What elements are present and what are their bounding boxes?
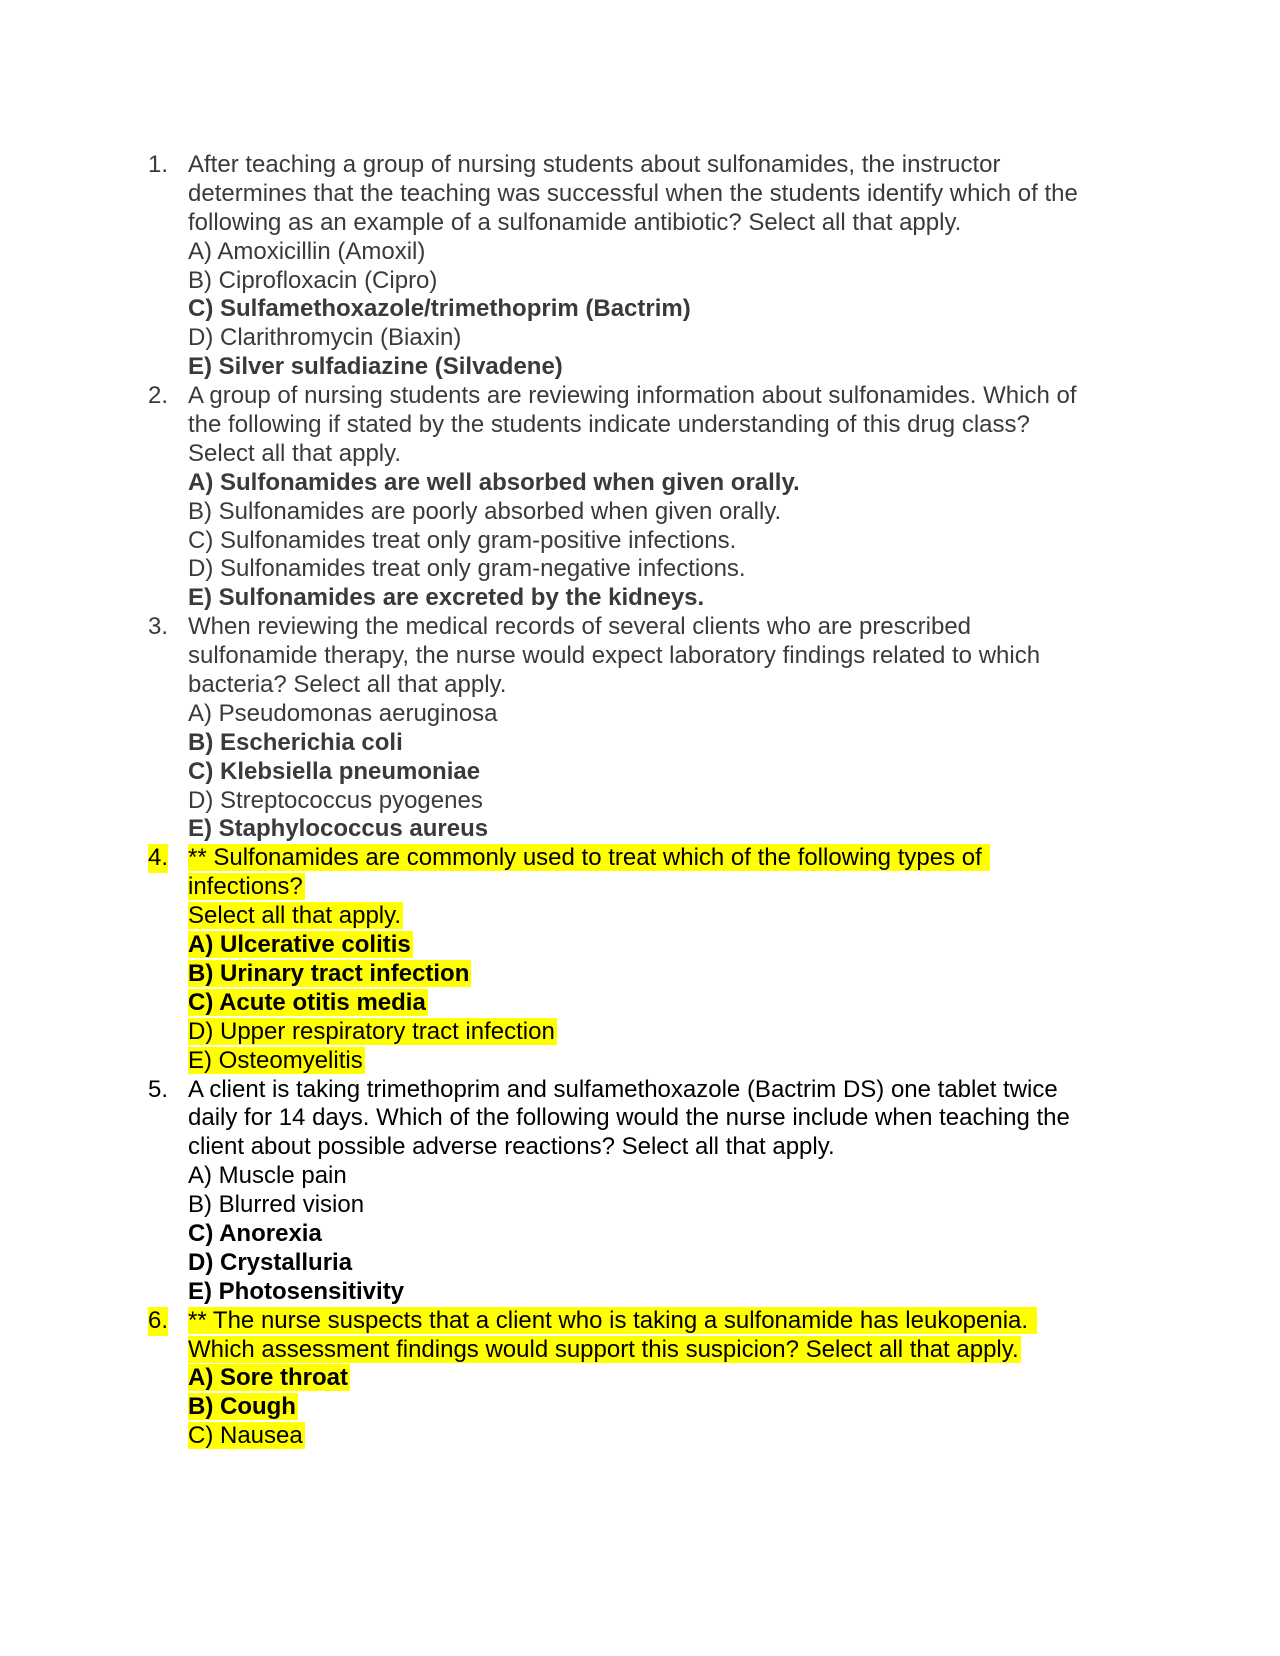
question-3 — [148, 613, 1128, 844]
question-stem-text: Which assessment findings would support this suspicion? Select all that apply. — [188, 1335, 1019, 1363]
question-5 — [148, 1076, 1128, 1307]
answer-option-text: A) Sulfonamides are well absorbed when given orally. — [188, 468, 800, 496]
answer-option — [148, 1422, 1128, 1451]
answer-option-text: B) Cough — [188, 1393, 296, 1421]
answer-option-correct — [148, 1278, 1128, 1307]
answer-option — [148, 527, 1128, 556]
answer-option — [148, 267, 1128, 296]
answer-option — [148, 1162, 1128, 1191]
question-stem-line — [148, 873, 1128, 902]
answer-option-correct — [148, 758, 1128, 787]
answer-option-correct — [148, 469, 1128, 498]
question-stem-text: A group of nursing students are reviewing information about sulfonamides. Which of — [188, 382, 1077, 410]
question-stem-line — [148, 902, 1128, 931]
question-number: 4. — [148, 844, 169, 872]
question-stem-line — [148, 1307, 1128, 1336]
question-stem-text: client about possible adverse reactions? Select all that apply. — [188, 1133, 835, 1161]
answer-option-text: B) Urinary tract infection — [188, 959, 470, 987]
question-stem-line — [148, 844, 1128, 873]
answer-option-text: B) Ciprofloxacin (Cipro) — [188, 266, 438, 294]
question-stem-line — [148, 1076, 1128, 1105]
question-number: 2. — [148, 382, 169, 410]
question-stem-line — [148, 1133, 1128, 1162]
question-stem-text: the following if stated by the students indicate understanding of this drug class? — [188, 411, 1030, 439]
answer-option-text: B) Sulfonamides are poorly absorbed when given orally. — [188, 497, 782, 525]
question-list — [148, 151, 1128, 1451]
question-stem-line — [148, 642, 1128, 671]
question-stem-line — [148, 180, 1128, 209]
question-stem-text: daily for 14 days. Which of the following would the nurse include when teaching the — [188, 1104, 1070, 1132]
question-stem-line — [148, 151, 1128, 180]
answer-option-correct — [148, 960, 1128, 989]
question-4 — [148, 844, 1128, 1075]
answer-option-text: A) Muscle pain — [188, 1162, 347, 1190]
answer-option-correct — [148, 1249, 1128, 1278]
answer-option-text: E) Silver sulfadiazine (Silvadene) — [188, 353, 563, 381]
answer-option-text: D) Streptococcus pyogenes — [188, 786, 483, 814]
answer-option-text: E) Osteomyelitis — [188, 1046, 363, 1074]
question-stem-text: A client is taking trimethoprim and sulfamethoxazole (Bactrim DS) one tablet twice — [188, 1075, 1058, 1103]
answer-option-text: A) Pseudomonas aeruginosa — [188, 699, 498, 727]
question-stem-line — [148, 382, 1128, 411]
answer-option-text: D) Clarithromycin (Biaxin) — [188, 324, 462, 352]
question-stem-text: ** Sulfonamides are commonly used to treat which of the following types of — [188, 844, 989, 872]
question-stem-line — [148, 613, 1128, 642]
answer-option — [148, 555, 1128, 584]
answer-option-correct — [148, 729, 1128, 758]
answer-option-correct — [148, 584, 1128, 613]
question-stem-text: determines that the teaching was successful when the students identify which of the — [188, 179, 1078, 207]
answer-option-correct — [148, 1393, 1128, 1422]
answer-option — [148, 1047, 1128, 1076]
question-stem-line — [148, 440, 1128, 469]
question-stem-text: ** The nurse suspects that a client who is taking a sulfonamide has leukopenia. — [188, 1306, 1035, 1334]
question-stem-line — [148, 1336, 1128, 1365]
answer-option-text: E) Staphylococcus aureus — [188, 815, 489, 843]
answer-option-text: D) Upper respiratory tract infection — [188, 1017, 555, 1045]
answer-option-text: A) Amoxicillin (Amoxil) — [188, 237, 426, 265]
answer-option — [148, 1018, 1128, 1047]
answer-option-text: C) Sulfamethoxazole/trimethoprim (Bactrim) — [188, 295, 691, 323]
question-number: 6. — [148, 1306, 169, 1334]
question-stem-line — [148, 671, 1128, 700]
question-stem-line — [148, 411, 1128, 440]
answer-option — [148, 324, 1128, 353]
question-stem-text: sulfonamide therapy, the nurse would expect laboratory findings related to which — [188, 642, 1041, 670]
question-stem-line — [148, 1104, 1128, 1133]
answer-option-text: A) Ulcerative colitis — [188, 931, 411, 959]
question-stem-text: following as an example of a sulfonamide antibiotic? Select all that apply. — [188, 208, 962, 236]
answer-option — [148, 1191, 1128, 1220]
question-stem-text: bacteria? Select all that apply. — [188, 671, 507, 699]
answer-option-text: E) Photosensitivity — [188, 1277, 405, 1305]
answer-option-text: C) Klebsiella pneumoniae — [188, 757, 481, 785]
question-1 — [148, 151, 1128, 382]
question-number: 1. — [148, 151, 169, 178]
question-stem-text: infections? — [188, 873, 303, 901]
answer-option-correct — [148, 1220, 1128, 1249]
answer-option-correct — [148, 353, 1128, 382]
question-stem-text: After teaching a group of nursing students about sulfonamides, the instructor — [188, 151, 1001, 178]
question-6 — [148, 1307, 1128, 1451]
answer-option-correct — [148, 295, 1128, 324]
question-stem-text: Select all that apply. — [188, 439, 402, 467]
answer-option-text: B) Escherichia coli — [188, 728, 403, 756]
answer-option — [148, 700, 1128, 729]
question-stem-text: Select all that apply. — [188, 902, 402, 930]
answer-option-text: D) Crystalluria — [188, 1248, 353, 1276]
question-2 — [148, 382, 1128, 613]
answer-option — [148, 238, 1128, 267]
answer-option-text: B) Blurred vision — [188, 1191, 365, 1219]
question-number: 3. — [148, 613, 169, 641]
answer-option — [148, 787, 1128, 816]
question-stem-text: When reviewing the medical records of several clients who are prescribed — [188, 613, 972, 641]
answer-option — [148, 498, 1128, 527]
question-stem-line — [148, 209, 1128, 238]
answer-option-correct — [148, 989, 1128, 1018]
answer-option-text: D) Sulfonamides treat only gram-negative infections. — [188, 555, 746, 583]
answer-option-correct — [148, 1364, 1128, 1393]
answer-option-text: C) Sulfonamides treat only gram-positive infections. — [188, 526, 737, 554]
question-number: 5. — [148, 1075, 169, 1103]
answer-option-text: C) Anorexia — [188, 1219, 322, 1247]
answer-option-text: C) Acute otitis media — [188, 988, 426, 1016]
answer-option-text: E) Sulfonamides are excreted by the kidneys. — [188, 584, 705, 612]
answer-option-correct — [148, 931, 1128, 960]
answer-option-text: C) Nausea — [188, 1422, 303, 1450]
answer-option-correct — [148, 815, 1128, 844]
answer-option-text: A) Sore throat — [188, 1364, 349, 1392]
